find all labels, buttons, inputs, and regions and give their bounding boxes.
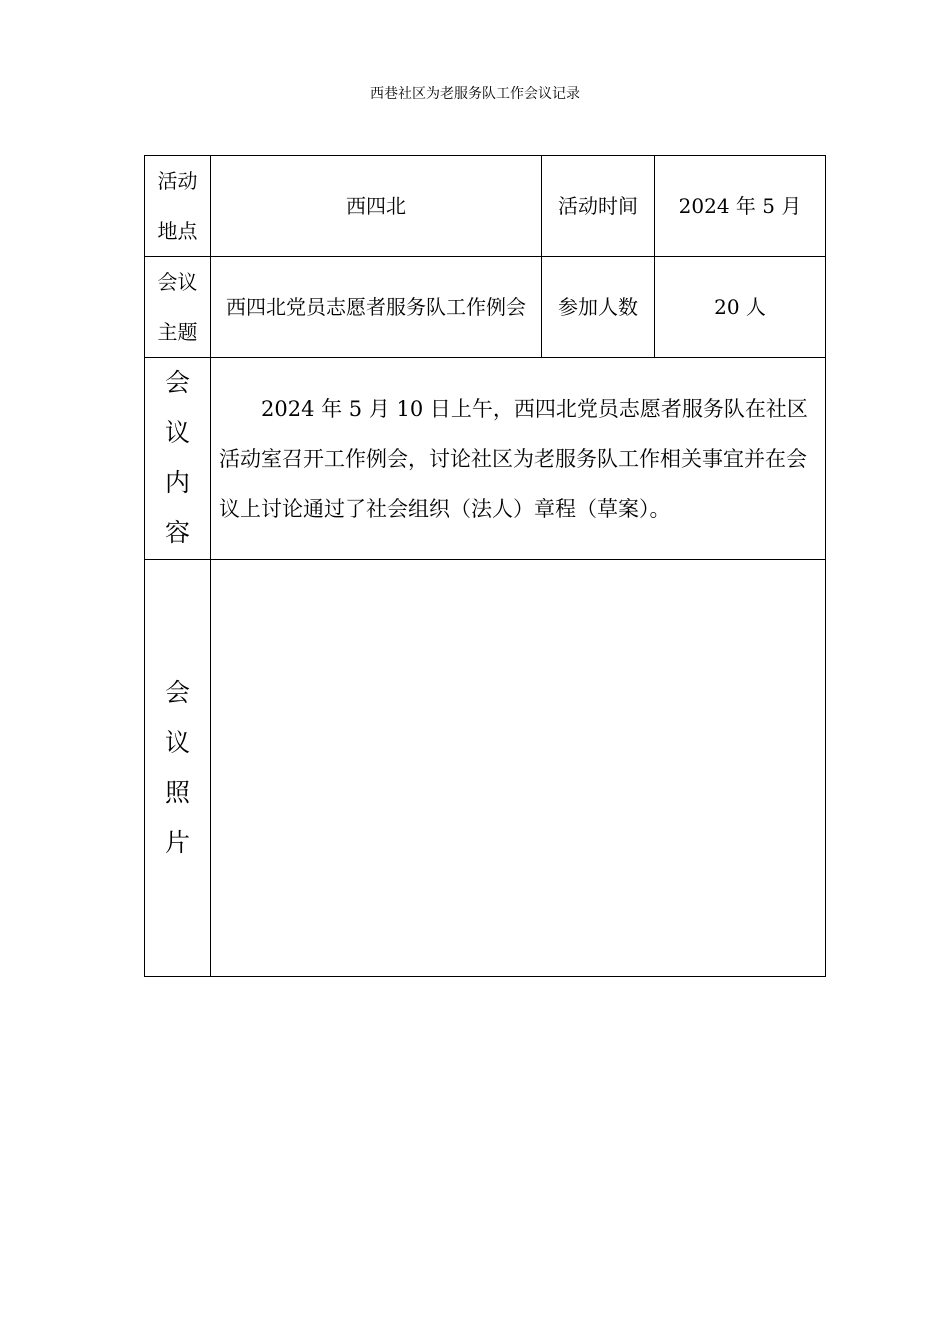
- content-label: 会议内容: [164, 368, 190, 547]
- topic-value: 西四北党员志愿者服务队工作例会: [211, 257, 542, 358]
- time-label: 活动时间: [542, 156, 655, 257]
- content-value: 2024 年 5 月 10 日上午，西四北党员志愿者服务队在社区活动室召开工作例会，讨论社区为老服务队工作相关事宜并在会议上讨论通过了社会组织（法人）章程（草案）。: [211, 358, 826, 560]
- row-location-time: [145, 156, 826, 257]
- time-value: 2024 年 5 月: [655, 156, 826, 257]
- document-title: 西巷社区为老服务队工作会议记录: [370, 86, 580, 102]
- photo-area: [211, 560, 826, 977]
- meeting-record-table: [144, 155, 826, 977]
- attendees-value: 20 人: [655, 257, 826, 358]
- photo-label-cell: [145, 560, 211, 977]
- location-value: 西四北: [211, 156, 542, 257]
- topic-label: 会议主题: [157, 270, 198, 344]
- topic-label-cell: [145, 257, 211, 358]
- location-label-cell: [145, 156, 211, 257]
- row-topic-attendees: [145, 257, 826, 358]
- row-content: [145, 358, 826, 560]
- location-label: 活动地点: [157, 169, 198, 243]
- photo-label: 会议照片: [164, 677, 190, 857]
- content-label-cell: [145, 358, 211, 560]
- row-photo: [145, 560, 826, 977]
- attendees-label: 参加人数: [542, 257, 655, 358]
